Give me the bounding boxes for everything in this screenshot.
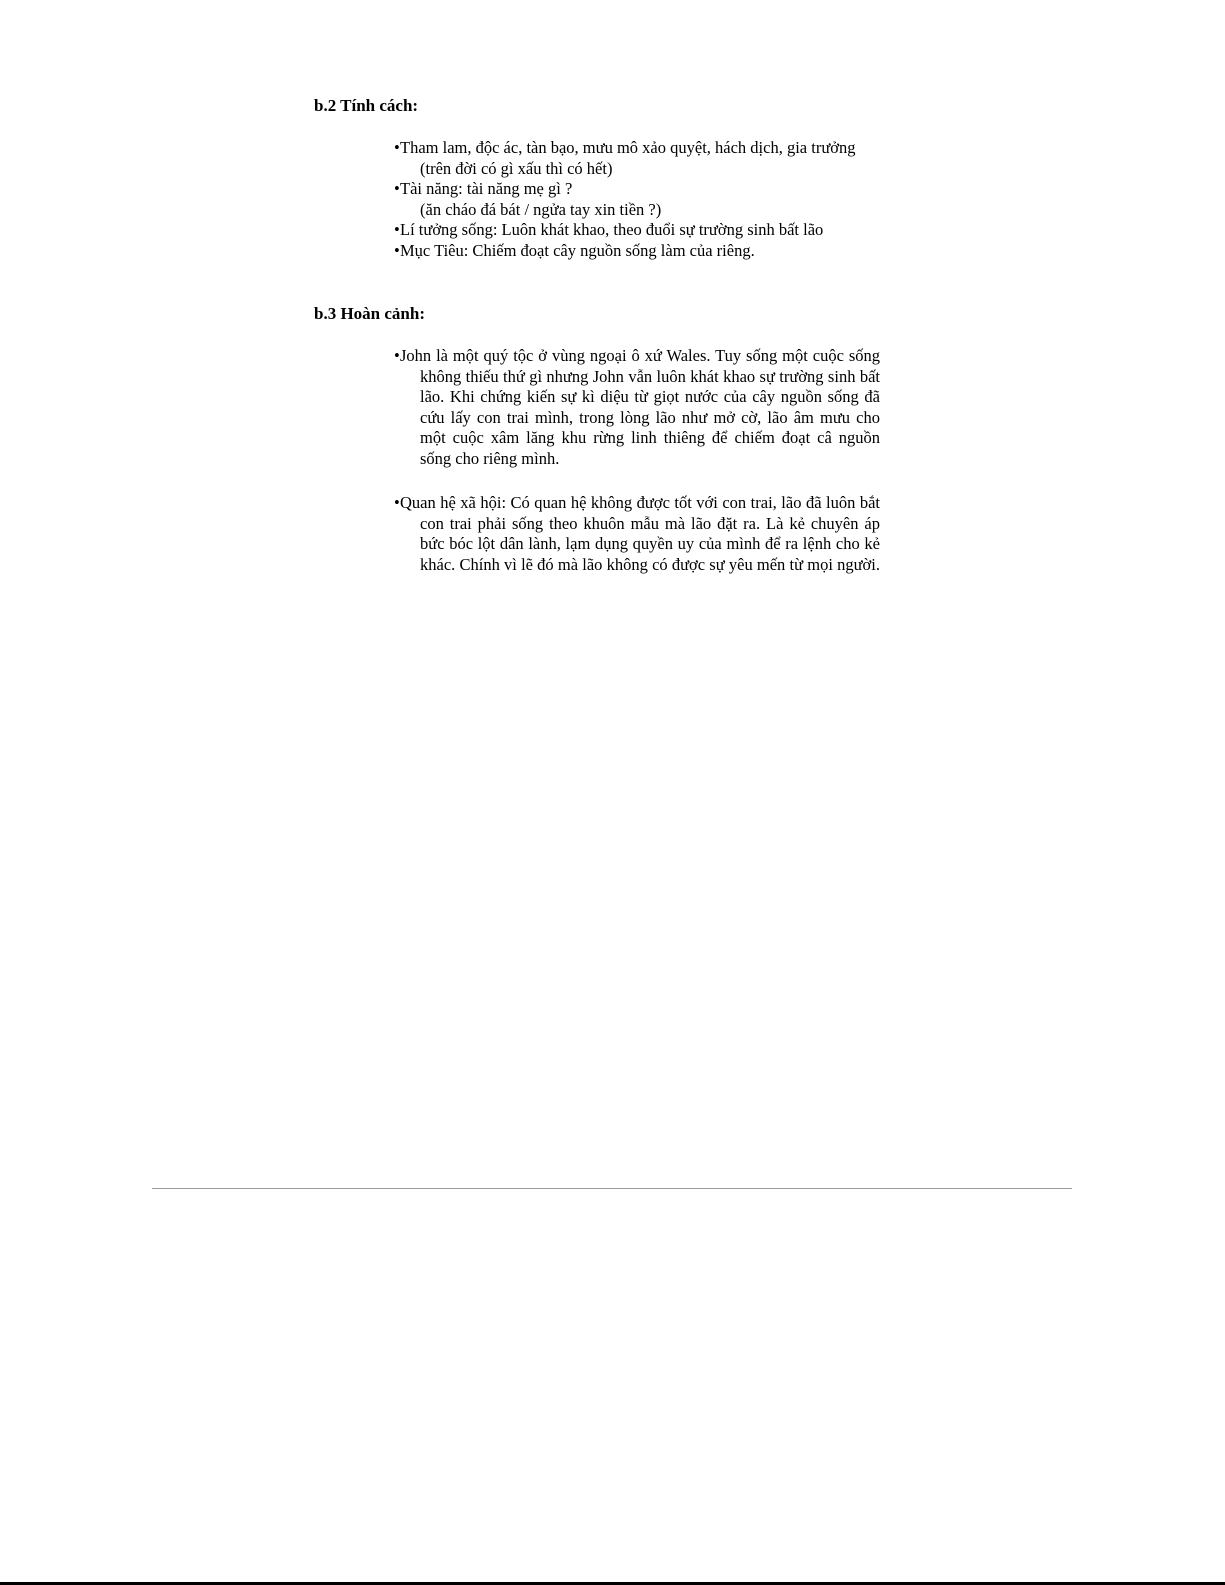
list-item bbox=[394, 220, 856, 241]
bullet: • bbox=[394, 240, 400, 260]
bullet: • bbox=[394, 179, 400, 198]
section-heading-b3: b.3 Hoàn cảnh: bbox=[314, 304, 425, 323]
bullet: • bbox=[394, 346, 400, 365]
item-text: Tài năng: tài năng mẹ gì ? bbox=[400, 179, 573, 198]
item-text: Tham lam, độc ác, tàn bạo, mưu mô xảo quyệt, hách dịch, gia trưởng (trên đời có gì xấu thì có hết) bbox=[400, 138, 856, 178]
item-subtext: (ăn cháo đá bát / ngửa tay xin tiền ?) bbox=[420, 199, 662, 219]
list-item bbox=[394, 346, 880, 469]
page-divider bbox=[152, 1188, 1072, 1189]
bullet: • bbox=[394, 138, 400, 157]
spacer bbox=[394, 469, 880, 493]
list-item bbox=[394, 493, 880, 575]
traits-list bbox=[394, 138, 856, 261]
context-list bbox=[394, 346, 880, 575]
list-item bbox=[394, 179, 856, 220]
bullet: • bbox=[394, 220, 400, 239]
section-heading-b2: b.2 Tính cách: bbox=[314, 96, 419, 115]
item-text: Lí tưởng sống: Luôn khát khao, theo đuổi sự trường sinh bất lão bbox=[400, 220, 824, 239]
item-text: John là một quý tộc ở vùng ngoại ô xứ Wales. Tuy sống một cuộc sống không thiếu thứ gì nhưng John vẫn luôn khát khao sự trường sinh bất lão. Khi chứng kiến sự kì diệu từ giọt nước của cây nguồn sống đã cứu lấy con trai mình, trong lòng lão như mở cờ, lão âm mưu cho một cuộc xâm lăng khu rừng linh thiêng để chiếm đoạt câ nguồn sống cho riêng mình. bbox=[400, 346, 880, 468]
list-item bbox=[394, 241, 856, 262]
item-text: Quan hệ xã hội: Có quan hệ không được tốt với con trai, lão đã luôn bắt con trai phải sống theo khuôn mẫu mà lão đặt ra. Là kẻ chuyên áp bức bóc lột dân lành, lạm dụng quyền uy của mình để ra lệnh cho kẻ khác. Chính vì lẽ đó mà lão không có được sự yêu mến từ mọi người. bbox=[400, 493, 880, 574]
list-item bbox=[394, 138, 856, 179]
bullet: • bbox=[394, 493, 400, 512]
item-text: Mục Tiêu: Chiếm đoạt cây nguồn sống làm của riêng. bbox=[400, 240, 755, 260]
